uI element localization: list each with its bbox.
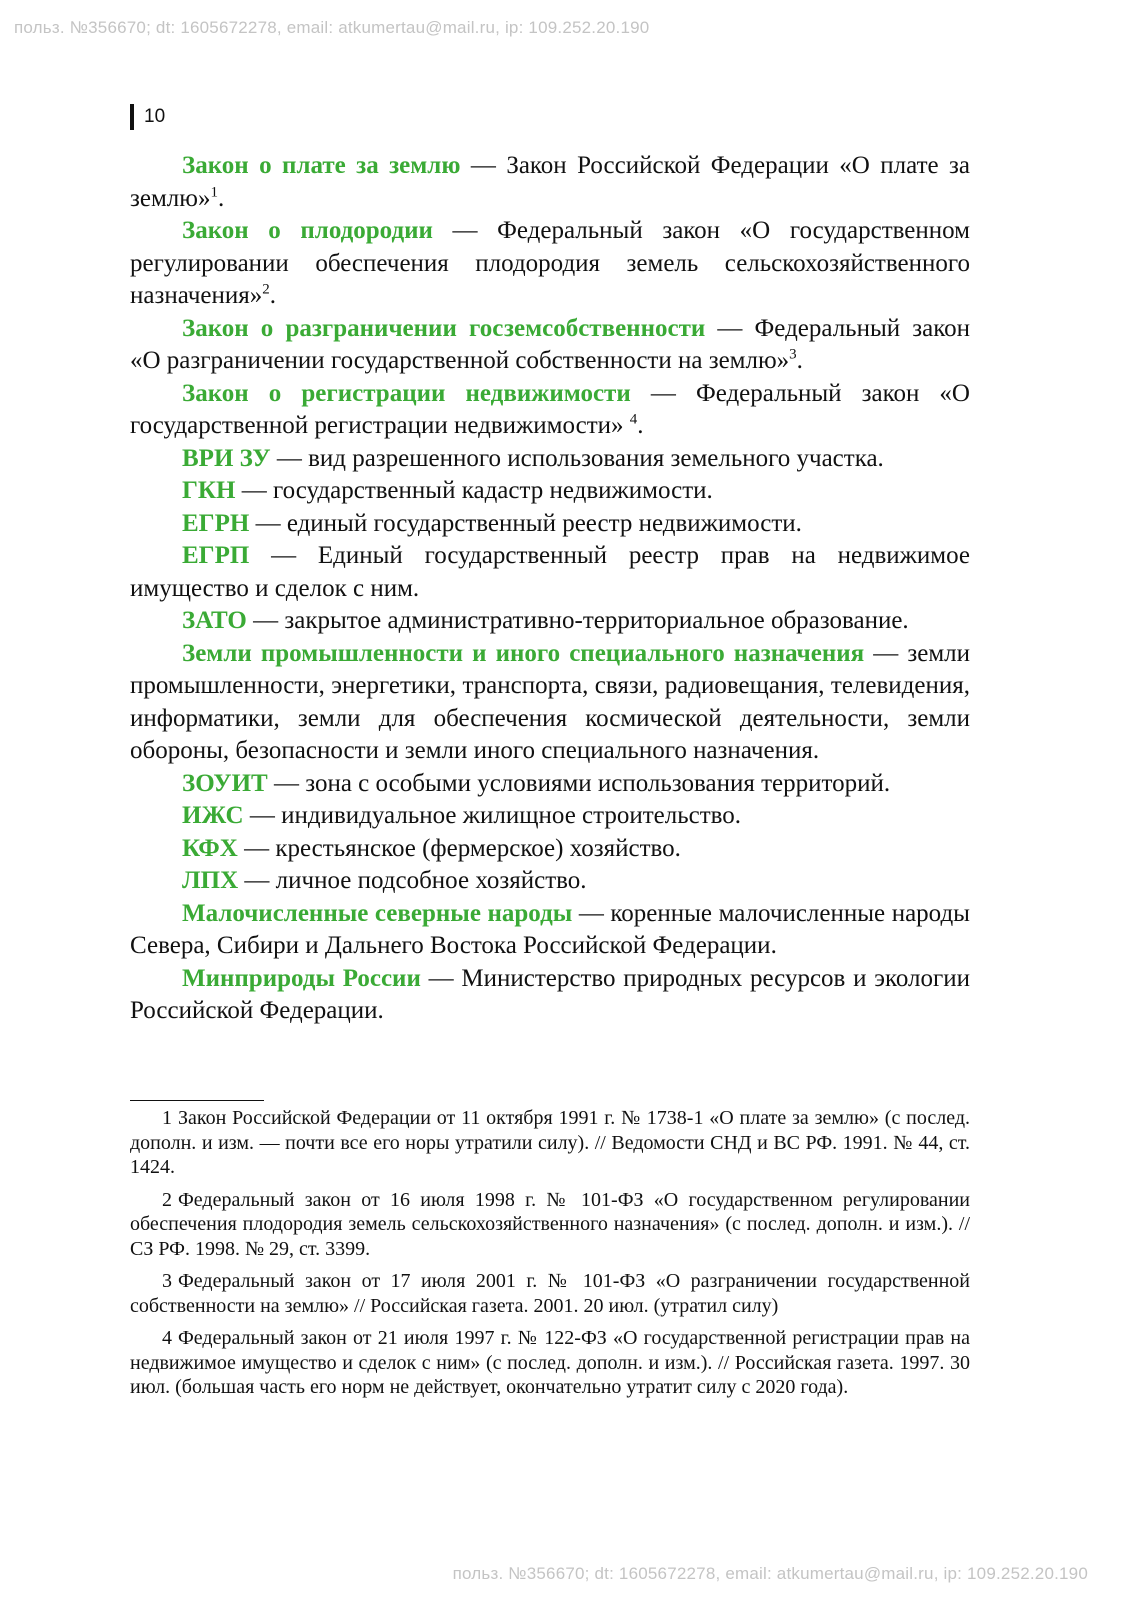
footnote-ref[interactable]: 3 [789, 346, 797, 363]
entry-term: Закон о разграничении госземсобственности [182, 314, 706, 342]
entry-term: КФХ [182, 834, 238, 862]
entry [130, 443, 970, 476]
footnote-number: 4 [162, 1327, 172, 1349]
entry-term: Закон о плодородии [182, 217, 433, 244]
entry-term: ЕГРП [182, 542, 250, 569]
footnote-number: 2 [162, 1188, 172, 1211]
footnote [130, 1269, 970, 1318]
footnote-ref[interactable]: 2 [262, 281, 270, 298]
entry-definition: — закрытое административно-территориальное образование. [246, 607, 909, 634]
entry-definition: — зона с особыми условиями использования территорий. [267, 769, 891, 797]
watermark-top: польз. №356670; dt: 1605672278, email: atkumertau@mail.ru, ip: 109.252.20.190 [14, 18, 650, 37]
entry [130, 378, 970, 443]
entry-term: Закон о плате за землю [182, 152, 461, 179]
entry-term: Земли промышленности и иного специального назначения [182, 639, 865, 667]
entry-tail: . [269, 282, 277, 309]
abbreviations-list [130, 150, 970, 1028]
entry [130, 898, 970, 963]
entry [130, 865, 970, 898]
entry-definition: — земли промышленности, энергетики, транспорта, связи, радиовещания, телевидения, информатики, земли для обеспечения космической деятельности, земли обороны, безопасности и земли иного специального назначения. [130, 639, 970, 764]
entry-term: ЛПХ [182, 867, 239, 894]
entry-definition: — Министерство природных ресурсов и экологии Российской Федерации. [130, 964, 970, 1024]
footnote [130, 1106, 970, 1180]
entry-term: ГКН [182, 477, 236, 504]
entry [130, 638, 970, 768]
entry-definition: — единый государственный реестр недвижимости. [249, 509, 802, 537]
watermark-bottom: польз. №356670; dt: 1605672278, email: atkumertau@mail.ru, ip: 109.252.20.190 [452, 1564, 1088, 1583]
entry-term: Малочисленные северные народы [182, 899, 573, 927]
entry [130, 833, 970, 866]
footnote [130, 1326, 970, 1400]
entry-term: ЗАТО [182, 607, 247, 634]
entry [130, 800, 970, 833]
footnote [130, 1188, 970, 1262]
entry [130, 313, 970, 378]
entry-definition: — вид разрешенного использования земельного участка. [270, 444, 884, 472]
entry [130, 150, 970, 215]
entry-definition: — индивидуальное жилищное строительство. [243, 802, 742, 829]
entry-tail: . [217, 184, 225, 212]
entry-term: ЗОУИТ [182, 769, 268, 797]
entry-tail: . [796, 347, 803, 374]
entry [130, 215, 970, 313]
entry-tail: . [637, 412, 644, 439]
entry-definition: — Федеральный закон «О государственном регулировании обеспечения плодородия земель сельскохозяйственного назначения» [130, 217, 970, 309]
footnote-divider [130, 1100, 264, 1101]
entry [130, 475, 970, 508]
entry-definition: — Единый государственный реестр прав на недвижимое имущество и сделок с ним. [130, 542, 970, 602]
footnote-text: Федеральный закон от 17 июля 2001 г. № 101-ФЗ «О разграничении государственной собственности на землю» // Российская газета. 2001. 20 июл. (утратил силу) [130, 1270, 970, 1317]
entry-definition: — Закон Российской Федерации «О плате за землю» [130, 152, 970, 212]
entry-definition: — государственный кадастр недвижимости. [235, 477, 713, 504]
entry-definition: — Федеральный закон «О разграничении государственной собственности на землю» [130, 314, 970, 374]
footnote-text: Федеральный закон от 16 июля 1998 г. № 101-ФЗ «О государственном регулировании обеспечения плодородия земель сельскохозяйственного назначения» (с послед. дополн. и изм.). // СЗ РФ. 1998. № 29, ст. 3399. [130, 1188, 970, 1260]
page-number [130, 104, 165, 130]
entry-definition: — Федеральный закон «О государственной регистрации недвижимости» [130, 379, 970, 439]
entry-definition: — личное подсобное хозяйство. [238, 867, 587, 894]
page-number-text: 10 [144, 106, 166, 127]
entry-definition: — коренные малочисленные народы Севера, Сибири и Дальнего Востока Российской Федерации. [130, 899, 970, 959]
entry [130, 768, 970, 801]
footnotes [130, 1106, 970, 1408]
entry-term: ВРИ ЗУ [182, 444, 271, 472]
entry [130, 508, 970, 541]
footnote-text: Федеральный закон от 21 июля 1997 г. № 122-ФЗ «О государственной регистрации прав на недвижимое имущество и сделок с ним» (с послед. дополн. и изм.). // Российская газета. 1997. 30 июл. (большая часть его норм не действует, окончательно утратит силу с 2020 года). [130, 1327, 970, 1398]
entry [130, 605, 970, 638]
entry-term: ИЖС [182, 802, 244, 829]
entry [130, 963, 970, 1028]
entry-term: Минприроды России [182, 964, 421, 992]
entry-term: Закон о регистрации недвижимости [182, 379, 631, 407]
entry-term: ЕГРН [182, 509, 250, 537]
entry [130, 540, 970, 605]
footnote-number: 1 [162, 1107, 172, 1129]
footnote-number: 3 [162, 1270, 172, 1292]
footnote-text: Закон Российской Федерации от 11 октября 1991 г. № 1738-1 «О плате за землю» (с послед. дополн. и изм. — почти все его норы утратили силу). // Ведомости СНД и ВС РФ. 1991. № 44, ст. 1424. [130, 1107, 970, 1178]
footnote-ref[interactable]: 4 [629, 411, 638, 428]
page-number-bar [130, 104, 134, 130]
footnote-ref[interactable]: 1 [210, 184, 218, 201]
entry-definition: — крестьянское (фермерское) хозяйство. [237, 834, 681, 862]
